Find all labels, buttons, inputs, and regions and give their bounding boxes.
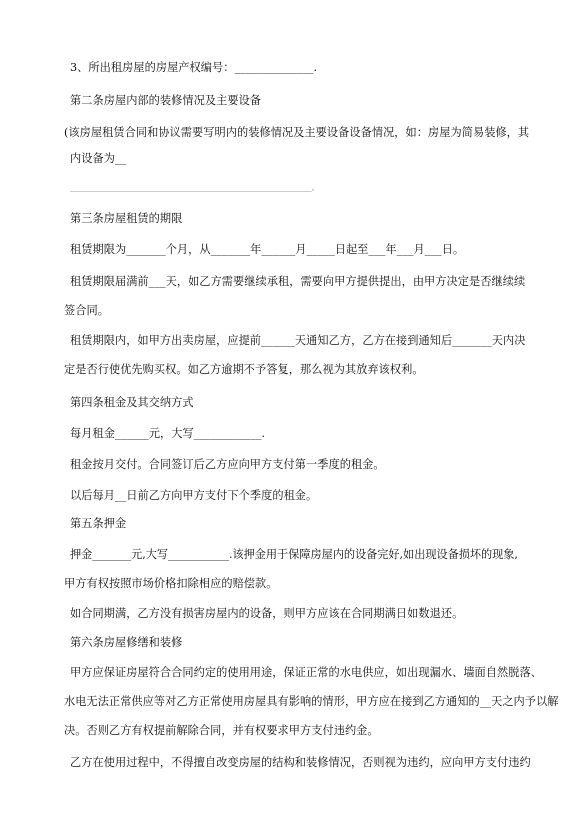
paragraph-line: 决。否则乙方有权提前解除合同，并有权要求甲方支付违约金。 (64, 724, 379, 737)
paragraph-line: 租金按月交付。合同签订后乙方应向甲方支付第一季度的租金。 (70, 458, 385, 471)
paragraph-line: 押金_______元,大写___________.该押金用于保障房屋内的设备完好,如出现设备损坏的现象, (70, 548, 518, 561)
paragraph-line: 甲方有权按照市场价格扣除相应的赔偿款。 (64, 577, 278, 590)
paragraph-line: 租赁期限为_______个月，从_______年______月_____日起至___年___月___日。 (70, 243, 465, 256)
paragraph-line: 签合同。 (64, 304, 109, 317)
paragraph-line: 租赁期限届满前___天，如乙方需要继续承租，需要向甲方提供提出，由甲方决定是否继续续 (70, 275, 526, 288)
paragraph-line: 内设备为__ (70, 152, 127, 165)
paragraph-line: 乙方在使用过程中，不得擅自改变房屋的结构和装修情况，否则视为违约，应向甲方支付违约 (70, 756, 531, 769)
heading-article-3: 第三条房屋租赁的期限 (70, 212, 183, 225)
paragraph-line: 如合同期满，乙方没有损害房屋内的设备，则甲方应该在合同期满日如数退还。 (70, 607, 464, 620)
heading-article-2: 第二条房屋内部的装修情况及主要设备 (70, 94, 262, 107)
clause-property-number: 3、所出租房屋的房屋产权编号：______________. (70, 61, 318, 74)
paragraph-line: (该房屋租赁合同和协议需要写明内的装修情况及主要设备设备情况，如：房屋为简易装修，其 (64, 126, 530, 139)
paragraph-line: 每月租金______元，大写____________. (70, 427, 266, 440)
paragraph-line: 水电无法正常供应等对乙方正常使用房屋具有影响的情形，甲方应在接到乙方通知的__天之内予以解 (64, 695, 559, 708)
blank-line: _____________________________________________________________________________________。 (70, 186, 318, 192)
paragraph-line: 以后每月__日前乙方向甲方支付下个季度的租金。 (70, 489, 318, 502)
heading-article-5: 第五条押金 (70, 517, 127, 530)
paragraph-line: 租赁期限内，如甲方出卖房屋，应提前______天通知乙方，乙方在接到通知后_______天内决 (70, 334, 526, 347)
paragraph-line: 定是否行使优先购买权。如乙方逾期不予答复，那么视为其放弃该权利。 (64, 363, 424, 376)
heading-article-4: 第四条租金及其交纳方式 (70, 396, 194, 409)
paragraph-line: 甲方应保证房屋符合合同约定的使用用途，保证正常的水电供应，如出现漏水、墙面自然脱落、 (70, 666, 542, 679)
heading-article-6: 第六条房屋修缮和装修 (70, 636, 183, 649)
